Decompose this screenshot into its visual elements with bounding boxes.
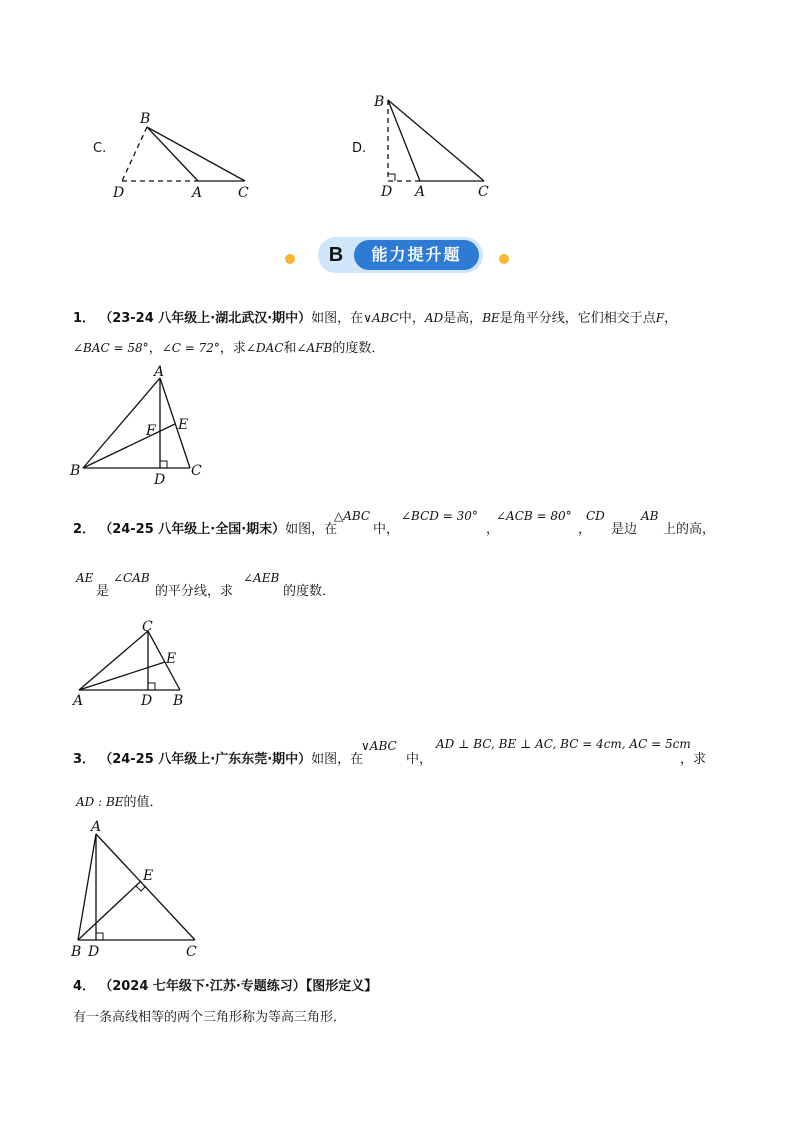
- math-angle-cab: ∠CAB: [113, 571, 150, 585]
- question-4-definition: 有一条高线相等的两个三角形称为等高三角形．: [73, 1010, 347, 1025]
- question-3-line1: [73, 750, 363, 770]
- math: ∠DAC: [245, 341, 284, 355]
- text: 的度数．: [283, 584, 336, 599]
- math-angle-acb: ∠ACB = 80°: [496, 509, 572, 523]
- question-source: （24-25 八年级上·全国·期末）: [99, 522, 286, 537]
- text: 如图，在: [285, 522, 338, 537]
- point-e-label: E: [166, 651, 177, 667]
- math: F: [655, 311, 665, 325]
- question-number: 2．: [73, 522, 96, 537]
- point-d-label: D: [141, 693, 153, 708]
- point-c-label: C: [186, 944, 197, 960]
- option-d-label: D.: [352, 141, 367, 156]
- question-source: （2024 七年级下·江苏·专题练习）: [99, 979, 306, 994]
- point-b-label: B: [70, 463, 81, 479]
- question-3-figure: [65, 812, 210, 962]
- section-title: 能力提升题: [354, 240, 479, 270]
- point-a-label: A: [154, 364, 165, 380]
- math-angle-aeb: ∠AEB: [243, 571, 280, 585]
- point-e-label: E: [178, 417, 189, 433]
- math: AD : BE: [76, 795, 124, 809]
- text: 的平分线，求: [155, 584, 234, 599]
- math: ∨ABC: [363, 311, 399, 325]
- text: 的值．: [123, 795, 163, 810]
- point-a-label: A: [91, 819, 102, 835]
- text: ，: [578, 522, 592, 537]
- point-b-label: B: [374, 94, 385, 110]
- text: ，: [148, 341, 162, 356]
- point-c-label: C: [191, 463, 202, 479]
- point-a-label: A: [73, 693, 84, 708]
- question-tag: 【图形定义】: [305, 979, 378, 994]
- point-d-label: D: [381, 184, 393, 200]
- section-banner: [318, 237, 483, 273]
- text: 如图，在: [311, 311, 364, 326]
- point-b-label: B: [173, 693, 184, 708]
- point-e-label: E: [143, 868, 154, 884]
- question-number: 3．: [73, 752, 96, 767]
- text: 的度数．: [332, 341, 385, 356]
- question-number: 4．: [73, 979, 96, 994]
- math: ∠C = 72°: [161, 341, 220, 355]
- option-d-figure: [370, 88, 500, 200]
- question-4-line1: [73, 977, 377, 997]
- question-1-figure: [68, 362, 218, 487]
- section-badge: B: [318, 237, 354, 273]
- point-d-label: D: [154, 472, 166, 487]
- math-angle-bcd: ∠BCD = 30°: [401, 509, 478, 523]
- point-a-label: A: [192, 185, 203, 200]
- point-d-label: D: [88, 944, 100, 960]
- math-perpendicular-conditions: AD ⊥ BC, BE ⊥ AC, BC = 4cm, AC = 5cm: [436, 737, 691, 751]
- text: 如图，在: [311, 752, 364, 767]
- math: AD: [424, 311, 444, 325]
- text: 是边: [611, 522, 638, 537]
- text: 是角平分线，它们相交于点: [499, 311, 656, 326]
- point-c-label: C: [238, 185, 249, 200]
- math-abc: ∨ABC: [361, 739, 397, 753]
- text: 中，: [406, 752, 433, 767]
- point-d-label: D: [113, 185, 125, 200]
- option-c-figure: [105, 105, 265, 200]
- math: BE: [482, 311, 500, 325]
- text: ，: [664, 311, 678, 326]
- question-1-line2: [73, 338, 384, 359]
- point-c-label: C: [142, 619, 153, 635]
- question-2-line1: [73, 520, 337, 540]
- question-number: 1．: [73, 311, 96, 326]
- text: 是: [96, 584, 110, 599]
- question-1-line1: [73, 308, 677, 329]
- point-c-label: C: [478, 184, 489, 200]
- text: 中，: [398, 311, 425, 326]
- text: 是高，: [443, 311, 483, 326]
- option-c-label: C.: [93, 141, 107, 156]
- dot-right-icon: [499, 254, 509, 264]
- question-source: （24-25 八年级上·广东东莞·期中）: [99, 752, 312, 767]
- text: 中，: [373, 522, 400, 537]
- question-3-line2: [76, 792, 163, 813]
- dot-left-icon: [285, 254, 295, 264]
- question-source: （23-24 八年级上·湖北武汉·期中）: [99, 311, 312, 326]
- math-ae: AE: [76, 571, 94, 585]
- math-ab: AB: [641, 509, 659, 523]
- text: ，: [486, 522, 500, 537]
- math-cd: CD: [586, 509, 605, 523]
- math: ∠BAC = 58°: [73, 341, 149, 355]
- point-b-label: B: [71, 944, 82, 960]
- point-b-label: B: [140, 111, 151, 127]
- text: ，求: [219, 341, 246, 356]
- math: ∠AFB: [296, 341, 333, 355]
- point-a-label: A: [415, 184, 426, 200]
- text: 和: [283, 341, 297, 356]
- math-triangle-abc: △ABC: [334, 509, 371, 523]
- text: ，求: [680, 752, 707, 767]
- point-f-label: F: [146, 423, 156, 439]
- text: 上的高，: [663, 522, 716, 537]
- question-2-figure: [68, 616, 198, 708]
